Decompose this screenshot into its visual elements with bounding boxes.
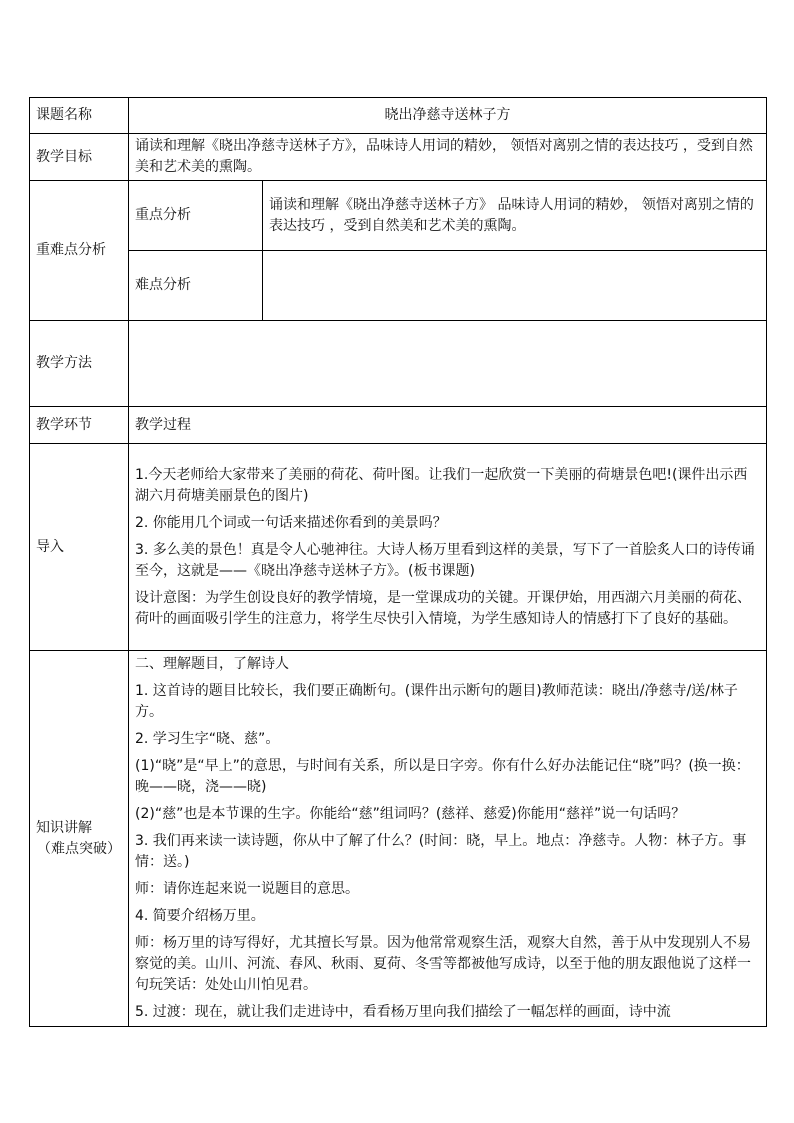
knowledge-label bbox=[30, 651, 129, 1027]
knowledge-paragraph: 二、理解题目，了解诗人 bbox=[135, 656, 289, 672]
knowledge-label-sub: （难点突破） bbox=[37, 840, 121, 857]
focus-label: 重点分析 bbox=[129, 181, 263, 251]
row-goal bbox=[30, 134, 767, 181]
intro-label: 导入 bbox=[30, 444, 129, 651]
key-label: 重难点分析 bbox=[30, 181, 129, 321]
knowledge-paragraph: (2)“慈”也是本节课的生字。你能给“慈”组词吗？(慈祥、慈爱)你能用“慈祥”说一句话吗？ bbox=[135, 806, 686, 822]
title-label: 课题名称 bbox=[30, 98, 129, 134]
intro-paragraph: 1.今天老师给大家带来了美丽的荷花、荷叶图。让我们一起欣赏一下美丽的荷塘景色吧!(课件出示西湖六月荷塘美丽景色的图片) bbox=[135, 466, 748, 504]
intro-paragraph: 设计意图：为学生创设良好的教学情境，是一堂课成功的关键。开课伊始，用西湖六月美丽的荷花、荷叶的画面吸引学生的注意力，将学生尽快引入情境，为学生感知诗人的情感打下了良好的基础。 bbox=[135, 589, 751, 627]
method-label: 教学方法 bbox=[30, 321, 129, 407]
knowledge-content bbox=[129, 651, 767, 1027]
knowledge-paragraph: 1. 这首诗的题目比较长，我们要正确断句。(课件出示断句的题目)教师范读：晓出/净慈寺/送/林子方。 bbox=[135, 683, 738, 720]
row-key-focus bbox=[30, 181, 767, 251]
intro-content bbox=[129, 444, 767, 651]
focus-value: 诵读和理解《晓出净慈寺送林子方》 品味诗人用词的精妙， 领悟对离别之情的表达技巧 ，受到自然美和艺术美的熏陶。 bbox=[263, 181, 767, 251]
row-key-difficult bbox=[30, 251, 767, 321]
row-intro bbox=[30, 444, 767, 651]
knowledge-paragraph: 师：杨万里的诗写得好，尤其擅长写景。因为他常常观察生活，观察大自然，善于从中发现别人不易察觉的美。山川、河流、春风、秋雨、夏荷、冬雪等都被他写成诗，以至于他的朋友跟他说了这样一句玩笑话：处处山川怕见君。 bbox=[135, 935, 751, 993]
stage-value: 教学过程 bbox=[129, 407, 767, 444]
stage-label: 教学环节 bbox=[30, 407, 129, 444]
method-value bbox=[129, 321, 767, 407]
knowledge-label-main: 知识讲解 bbox=[36, 819, 92, 836]
knowledge-paragraph: 5. 过渡：现在，就让我们走进诗中，看看杨万里向我们描绘了一幅怎样的画面，诗中流 bbox=[135, 1004, 671, 1020]
row-stage bbox=[30, 407, 767, 444]
intro-paragraph: 3. 多么美的景色！真是令人心驰神往。大诗人杨万里看到这样的美景，写下了一首脍炙人口的诗传诵至今，这就是——《晓出净慈寺送林子方》。(板书课题) bbox=[135, 541, 755, 579]
knowledge-paragraph: 师：请你连起来说一说题目的意思。 bbox=[135, 881, 359, 897]
knowledge-paragraph: 2. 学习生字“晓、慈”。 bbox=[135, 731, 280, 747]
row-title bbox=[30, 98, 767, 134]
goal-value: 诵读和理解《晓出净慈寺送林子方》，品味诗人用词的精妙， 领悟对离别之情的表达技巧 ，受到自然美和艺术美的熏陶。 bbox=[129, 134, 767, 181]
lesson-plan-table bbox=[29, 97, 767, 1027]
row-knowledge bbox=[30, 651, 767, 1027]
difficult-value bbox=[263, 251, 767, 321]
knowledge-paragraph: 4. 简要介绍杨万里。 bbox=[135, 908, 265, 924]
knowledge-paragraph: (1)“晓”是“早上”的意思，与时间有关系，所以是日字旁。你有什么好办法能记住“晓”吗？(换一换：晚——晓，浇——晓) bbox=[135, 758, 750, 795]
difficult-label: 难点分析 bbox=[129, 251, 263, 321]
row-method bbox=[30, 321, 767, 407]
title-value: 晓出净慈寺送林子方 bbox=[129, 98, 767, 134]
intro-paragraph: 2. 你能用几个词或一句话来描述你看到的美景吗？ bbox=[135, 514, 447, 531]
knowledge-paragraph: 3. 我们再来读一读诗题，你从中了解了什么？(时间：晓，早上。地点：净慈寺。人物：林子方。事情：送。) bbox=[135, 833, 747, 870]
goal-label: 教学目标 bbox=[30, 134, 129, 181]
